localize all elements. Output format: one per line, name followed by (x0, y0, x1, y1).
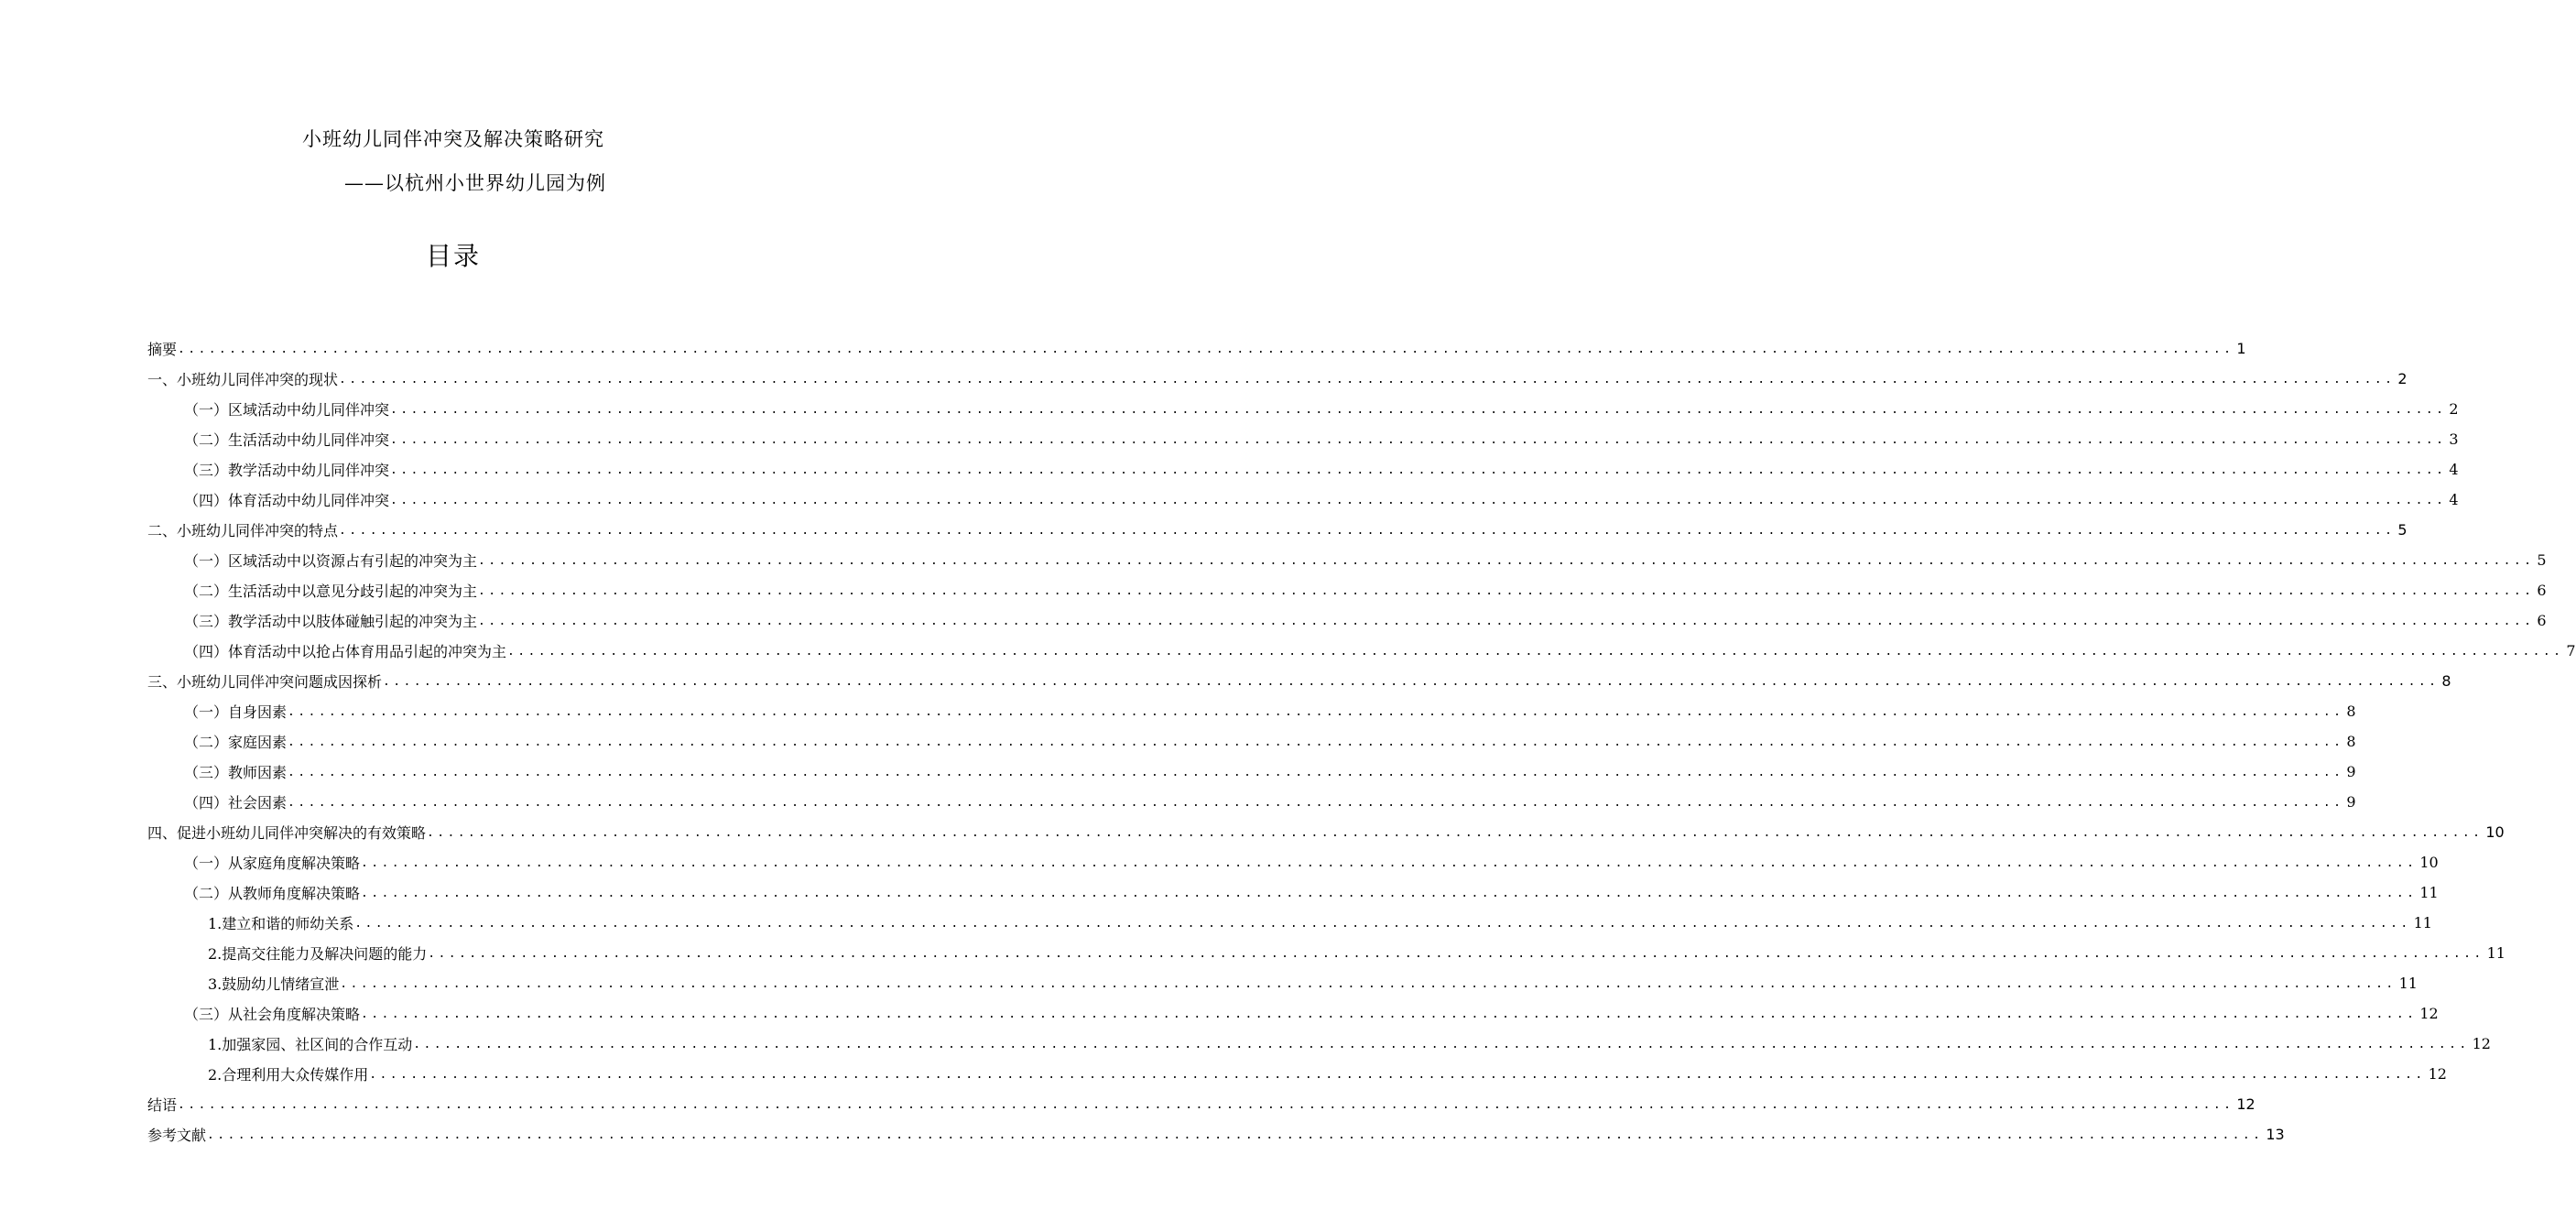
toc-entry-label: 3.鼓励幼儿情绪宣泄 (208, 975, 340, 993)
toc-entry-page-number: 11 (2419, 884, 2439, 901)
toc-entry-page-number: 6 (2537, 582, 2547, 599)
toc-entry[interactable] (147, 636, 2576, 666)
toc-dot-leader: ........................................................................................................................................................................................................ (478, 584, 2535, 598)
toc-entry-label: （一）区域活动中以资源占有引起的冲突为主 (184, 552, 478, 570)
toc-entry-page-number: 3 (2449, 430, 2459, 448)
toc-entry-page-number: 10 (2419, 854, 2439, 871)
toc-entry-label: （三）教学活动中幼儿同伴冲突 (184, 462, 390, 479)
toc-entry[interactable] (147, 1029, 2491, 1059)
toc-entry-label: （一）区域活动中幼儿同伴冲突 (184, 401, 390, 419)
toc-entry-label: 一、小班幼儿同伴冲突的现状 (147, 371, 339, 388)
toc-dot-leader: ........................................................................................................................................................................................................ (428, 947, 2484, 961)
toc-dot-leader: ........................................................................................................................................................................................................ (478, 554, 2535, 568)
toc-entry-label: （二）生活活动中以意见分歧引起的冲突为主 (184, 583, 478, 600)
toc-entry-label: 二、小班幼儿同伴冲突的特点 (147, 522, 339, 539)
toc-dot-leader: ........................................................................................................................................................................................................ (390, 463, 2447, 477)
toc-entry[interactable] (147, 847, 2439, 877)
toc-dot-leader: ........................................................................................................................................................................................................ (383, 675, 2440, 689)
toc-dot-leader: ........................................................................................................................................................................................................ (288, 705, 2344, 719)
toc-entry-label: （三）教师因素 (184, 764, 288, 781)
toc-entry-page-number: 2 (2449, 400, 2459, 418)
toc-entry[interactable] (147, 726, 2356, 757)
toc-entry-label: （四）体育活动中幼儿同伴冲突 (184, 492, 390, 509)
toc-entry-page-number: 10 (2485, 823, 2505, 841)
toc-dot-leader: ........................................................................................................................................................................................................ (478, 615, 2535, 628)
toc-entry[interactable] (147, 605, 2547, 636)
toc-dot-leader: ........................................................................................................................................................................................................ (390, 433, 2447, 447)
toc-entry[interactable] (147, 817, 2505, 847)
toc-entry[interactable] (147, 696, 2356, 726)
toc-entry[interactable] (147, 1089, 2255, 1119)
toc-entry-page-number: 11 (2398, 975, 2418, 992)
toc-entry[interactable] (147, 424, 2459, 454)
toc-entry[interactable] (147, 394, 2459, 424)
toc-entry-label: 摘要 (147, 341, 178, 358)
toc-entry-page-number: 8 (2346, 703, 2356, 720)
toc-entry-label: 2.提高交往能力及解决问题的能力 (208, 945, 428, 963)
toc-dot-leader: ........................................................................................................................................................................................................ (427, 826, 2484, 840)
toc-entry-label: （四）社会因素 (184, 794, 288, 812)
toc-entry-label: 2.合理利用大众传媒作用 (208, 1066, 369, 1084)
toc-dot-leader: ........................................................................................................................................................................................................ (207, 1128, 2264, 1142)
toc-dot-leader: ........................................................................................................................................................................................................ (507, 645, 2564, 659)
toc-entry[interactable] (147, 515, 2408, 545)
toc-dot-leader: ........................................................................................................................................................................................................ (340, 977, 2397, 991)
toc-entry[interactable] (147, 757, 2356, 787)
toc-dot-leader: ........................................................................................................................................................................................................ (369, 1068, 2426, 1082)
toc-entry[interactable] (147, 998, 2439, 1029)
toc-entry[interactable] (147, 575, 2547, 605)
toc-entry-label: 1.加强家园、社区间的合作互动 (208, 1036, 413, 1053)
toc-dot-leader: ........................................................................................................................................................................................................ (288, 735, 2344, 749)
toc-dot-leader: ........................................................................................................................................................................................................ (178, 1098, 2234, 1112)
toc-entry[interactable] (147, 968, 2418, 998)
toc-entry[interactable] (147, 485, 2459, 515)
toc-entry[interactable] (147, 787, 2356, 817)
toc-dot-leader: ........................................................................................................................................................................................................ (288, 796, 2344, 810)
toc-entry-page-number: 8 (2441, 672, 2451, 690)
toc-entry-page-number: 7 (2566, 642, 2576, 659)
toc-entry-page-number: 9 (2346, 763, 2356, 780)
toc-entry[interactable] (147, 545, 2547, 575)
toc-dot-leader: ........................................................................................................................................................................................................ (413, 1038, 2470, 1051)
toc-dot-leader: ........................................................................................................................................................................................................ (390, 403, 2447, 417)
toc-entry[interactable] (147, 364, 2408, 394)
toc-entry-page-number: 6 (2537, 612, 2547, 629)
document-subtitle: ——以杭州小世界幼儿园为例 (344, 172, 606, 194)
toc-entry-label: （三）教学活动中以肢体碰触引起的冲突为主 (184, 613, 478, 630)
toc-dot-leader: ........................................................................................................................................................................................................ (390, 494, 2447, 507)
toc-entry-label: 1.建立和谐的师幼关系 (208, 915, 354, 932)
toc-entry-label: （二）家庭因素 (184, 734, 288, 751)
toc-entry-page-number: 1 (2236, 340, 2246, 357)
toc-entry-label: 结语 (147, 1096, 178, 1114)
toc-dot-leader: ........................................................................................................................................................................................................ (361, 856, 2418, 870)
toc-entry-label: 四、促进小班幼儿同伴冲突解决的有效策略 (147, 824, 427, 842)
toc-entry-page-number: 13 (2266, 1126, 2285, 1143)
toc-entry-label: （一）从家庭角度解决策略 (184, 855, 361, 872)
toc-entry-label: （二）从教师角度解决策略 (184, 885, 361, 902)
toc-entry-label: （一）自身因素 (184, 703, 288, 721)
toc-entry[interactable] (147, 1119, 2285, 1149)
toc-entry-page-number: 2 (2397, 370, 2408, 387)
toc-entry-page-number: 12 (2428, 1065, 2447, 1083)
toc-entry-label: 参考文献 (147, 1127, 207, 1144)
toc-entry-page-number: 4 (2449, 461, 2459, 478)
toc-entry-page-number: 12 (2472, 1035, 2491, 1052)
toc-heading: 目录 (425, 241, 481, 271)
toc-dot-leader: ........................................................................................................................................................................................................ (288, 766, 2344, 779)
toc-dot-leader: ........................................................................................................................................................................................................ (361, 887, 2418, 900)
table-of-contents (147, 333, 2576, 1149)
toc-entry[interactable] (147, 1059, 2447, 1089)
toc-entry[interactable] (147, 454, 2459, 485)
document-title: 小班幼儿同伴冲突及解决策略研究 (302, 128, 604, 150)
toc-entry-page-number: 5 (2397, 521, 2408, 539)
toc-entry-page-number: 9 (2346, 793, 2356, 811)
toc-entry[interactable] (147, 877, 2439, 908)
toc-entry[interactable] (147, 333, 2246, 364)
toc-entry-page-number: 11 (2486, 944, 2505, 962)
toc-entry[interactable] (147, 666, 2451, 696)
toc-entry[interactable] (147, 938, 2505, 968)
toc-dot-leader: ........................................................................................................................................................................................................ (354, 917, 2411, 931)
toc-entry-page-number: 11 (2413, 914, 2432, 931)
toc-dot-leader: ........................................................................................................................................................................................................ (178, 343, 2234, 356)
toc-entry[interactable] (147, 908, 2432, 938)
toc-entry-page-number: 12 (2419, 1005, 2439, 1022)
toc-entry-page-number: 5 (2537, 551, 2547, 569)
toc-entry-label: 三、小班幼儿同伴冲突问题成因探析 (147, 673, 383, 691)
toc-entry-label: （二）生活活动中幼儿同伴冲突 (184, 431, 390, 449)
toc-entry-label: （四）体育活动中以抢占体育用品引起的冲突为主 (184, 643, 507, 660)
toc-dot-leader: ........................................................................................................................................................................................................ (339, 524, 2396, 538)
toc-entry-label: （三）从社会角度解决策略 (184, 1006, 361, 1023)
toc-entry-page-number: 8 (2346, 733, 2356, 750)
toc-dot-leader: ........................................................................................................................................................................................................ (339, 373, 2396, 387)
toc-entry-page-number: 12 (2236, 1095, 2255, 1113)
toc-dot-leader: ........................................................................................................................................................................................................ (361, 1008, 2418, 1021)
toc-entry-page-number: 4 (2449, 491, 2459, 508)
